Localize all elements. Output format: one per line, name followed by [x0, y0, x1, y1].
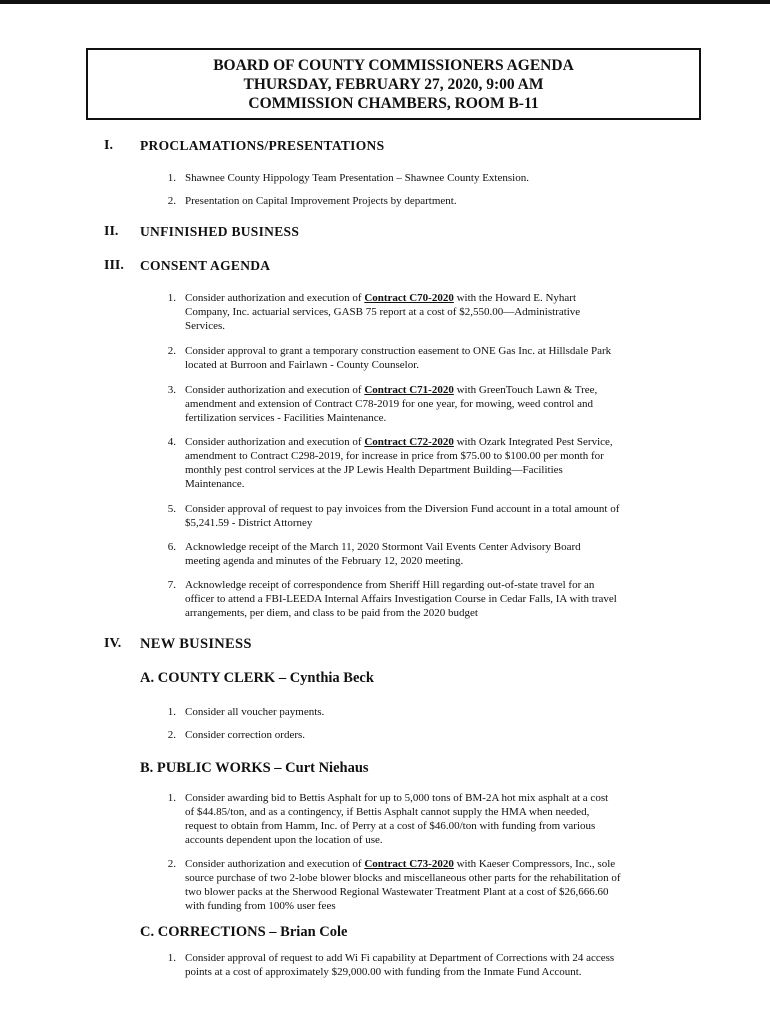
section-number: IV.: [104, 636, 122, 651]
section-number: III.: [104, 258, 124, 273]
item-number: 2.: [167, 858, 176, 870]
section-title: PROCLAMATIONS/PRESENTATIONS: [140, 138, 385, 153]
item-number: 1.: [167, 292, 176, 304]
subsection-county-clerk: A. COUNTY CLERK – Cynthia Beck: [140, 670, 374, 686]
item-text: Acknowledge receipt of the March 11, 2020 Stormont Vail Events Center Advisory Board meeting agenda and minutes of the February 12, 2020 meeting.: [185, 541, 581, 567]
item-text: Consider authorization and execution of Contract C71-2020 with GreenTouch Lawn & Tree, amendment and extension of Contract C78-2019 for one year, for mowing, weed control and fertilization services - Facilities Maintenance.: [185, 384, 598, 424]
item-text: Consider authorization and execution of Contract C72-2020 with Ozark Integrated Pest Service, amendment to Contract C298-2019, for increase in price from $75.00 to $100.00 per month for monthly pest control services at the JP Lewis Health Department Building—Facilities Maintenance.: [185, 436, 613, 490]
section-proclamations: [0, 138, 770, 158]
item-text: Presentation on Capital Improvement Projects by department.: [185, 195, 457, 207]
item-number: 1.: [167, 172, 176, 184]
item-text: Consider approval of request to add Wi Fi capability at Department of Corrections with 24 access points at a cost of approximately $29,000.00 with funding from the Inmate Fund Account.: [185, 952, 615, 978]
item-text: Consider approval of request to pay invoices from the Diversion Fund account in a total amount of $5,241.59 - District Attorney: [185, 503, 620, 529]
section-unfinished-business: [0, 224, 770, 244]
contract-link: Contract C70-2020: [364, 292, 454, 304]
section-title: UNFINISHED BUSINESS: [140, 224, 300, 239]
item-number: 1.: [167, 706, 176, 718]
item-text: Consider all voucher payments.: [185, 706, 325, 718]
subsection-public-works: B. PUBLIC WORKS – Curt Niehaus: [140, 760, 369, 776]
contract-link: Contract C73-2020: [364, 858, 454, 870]
item-text: Shawnee County Hippology Team Presentation – Shawnee County Extension.: [185, 172, 529, 184]
agenda-title: BOARD OF COUNTY COMMISSIONERS AGENDA: [213, 57, 574, 74]
scan-top-border: [0, 0, 770, 4]
item-text: Consider approval to grant a temporary construction easement to ONE Gas Inc. at Hillsdale Park located at Burroon and Fairlawn - County Counselor.: [185, 345, 612, 371]
section-number: I.: [104, 138, 113, 153]
section-title: CONSENT AGENDA: [140, 258, 271, 273]
item-text: Acknowledge receipt of correspondence from Sheriff Hill regarding out-of-state travel for an officer to attend a FBI-LEEDA Internal Affairs Investigation Course in Cedar Falls, IA with travel arrangements, per diem, and class to be paid from the 2020 budget: [185, 579, 617, 619]
section-new-business: [0, 636, 770, 656]
item-number: 2.: [167, 345, 176, 357]
item-number: 1.: [167, 952, 176, 964]
subsection-corrections: C. CORRECTIONS – Brian Cole: [140, 924, 348, 940]
contract-link: Contract C71-2020: [364, 384, 454, 396]
item-number: 6.: [167, 541, 176, 553]
item-number: 4.: [167, 436, 176, 448]
agenda-header-box: [86, 48, 701, 120]
item-number: 3.: [167, 384, 176, 396]
item-text: Consider correction orders.: [185, 729, 306, 741]
item-text: Consider authorization and execution of Contract C70-2020 with the Howard E. Nyhart Company, Inc. actuarial services, GASB 75 report at a cost of $2,550.00—Administrative Services.: [185, 292, 581, 332]
section-title: NEW BUSINESS: [140, 636, 252, 652]
contract-link: Contract C72-2020: [364, 436, 454, 448]
item-number: 7.: [167, 579, 176, 591]
section-consent-agenda: [0, 258, 770, 278]
item-number: 2.: [167, 195, 176, 207]
item-number: 5.: [167, 503, 176, 515]
item-text: Consider authorization and execution of Contract C73-2020 with Kaeser Compressors, Inc., sole source purchase of two 2-lobe blower blocks and miscellaneous other parts for the rehabilitation of two blower packs at the Sherwood Regional Wastewater Treatment Plant at a cost of $26,666.60 with funding from 100% user fees: [185, 858, 621, 912]
agenda-location: COMMISSION CHAMBERS, ROOM B-11: [248, 95, 539, 112]
item-number: 2.: [167, 729, 176, 741]
agenda-date: THURSDAY, FEBRUARY 27, 2020, 9:00 AM: [243, 76, 544, 93]
item-text: Consider awarding bid to Bettis Asphalt for up to 5,000 tons of BM-2A hot mix asphalt at a cost of $44.85/ton, and as a contingency, if Bettis Asphalt cannot supply the HMA when needed, request to obtain from Hamm, Inc. of Perry at a cost of $46.00/ton with funding from various accounts dependent upon the location of use.: [185, 792, 609, 846]
item-number: 1.: [167, 792, 176, 804]
section-number: II.: [104, 224, 119, 239]
